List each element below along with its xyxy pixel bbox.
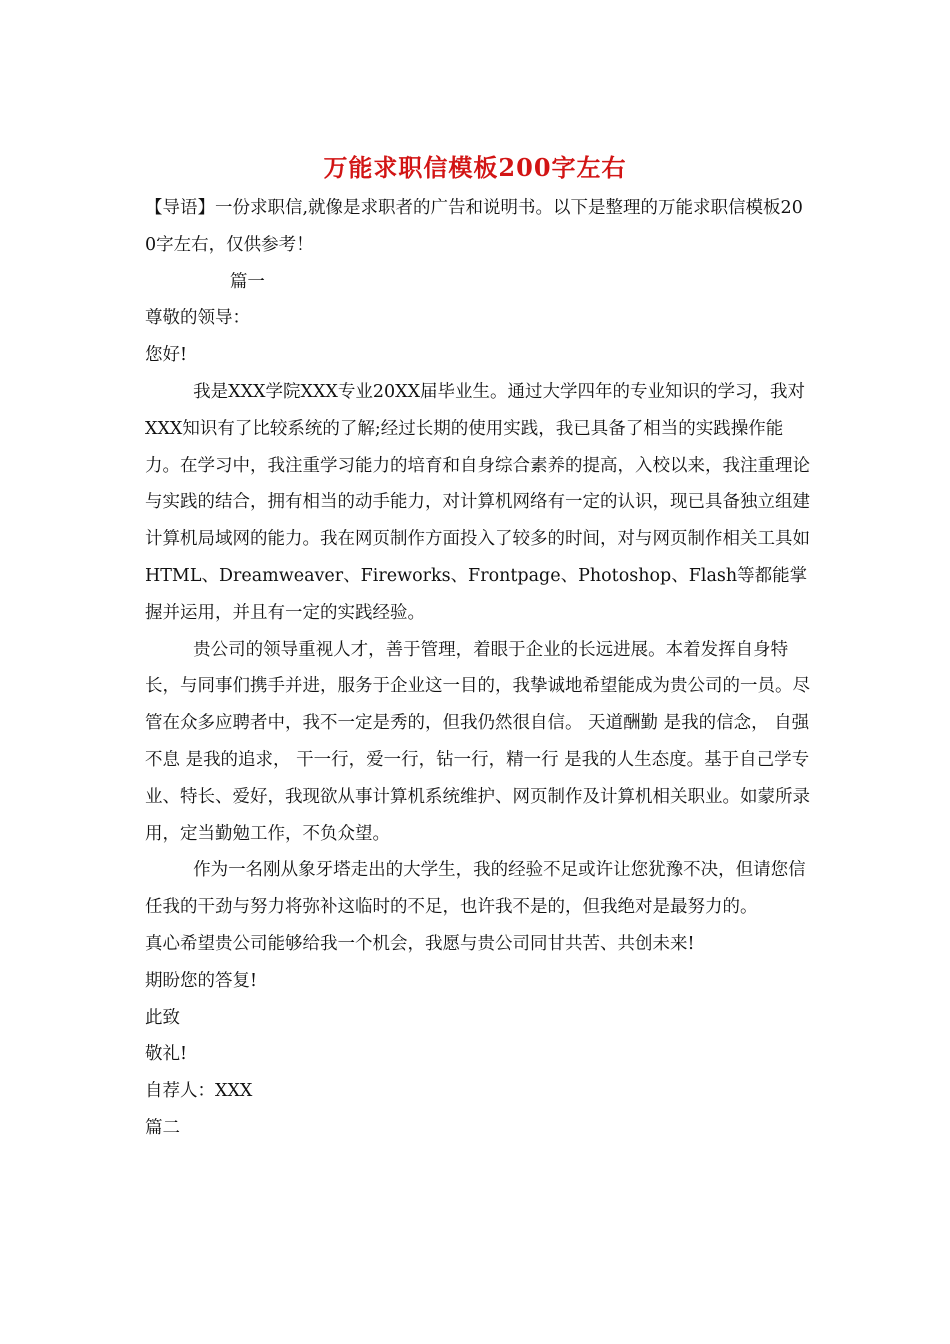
closing-line-2: 此致 xyxy=(145,1007,180,1028)
signature: 自荐人：XXX xyxy=(145,1081,253,1102)
section-heading-1: 篇一 xyxy=(229,271,265,292)
body-paragraph-1: 我是XXX学院XXX专业20XX届毕业生。通过大学四年的专业知识的学习，我对XXX知识有了比较系统的了解;经过长期的使用实践，我已具备了相当的实践操作能力。在学习中，我注重学习能力的培育和自身综合素养的提高，入校以来，我注重理论与实践的结合，拥有相当的动手能力，对计算机网络有一定的认识，现已具备独立组建计算机局域网的能力。我在网页制作方面投入了较多的时间，对与网页制作相关工具如 xyxy=(145,381,810,550)
body-paragraph-4: 真心希望贵公司能够给我一个机会，我愿与贵公司同甘共苦、共创未来! xyxy=(145,933,695,954)
greeting: 您好! xyxy=(145,345,188,366)
salutation: 尊敬的领导： xyxy=(145,308,250,329)
intro-paragraph: 【导语】一份求职信,就像是求职者的广告和说明书。以下是整理的万能求职信模板200字左右，仅供参考！ xyxy=(145,198,803,255)
closing-line-1: 期盼您的答复! xyxy=(145,970,258,991)
closing-line-3: 敬礼! xyxy=(145,1044,188,1065)
body-paragraph-3: 作为一名刚从象牙塔走出的大学生，我的经验不足或许让您犹豫不决，但请您信任我的干劲与努力将弥补这临时的不足，也许我不是的，但我绝对是最努力的。 xyxy=(145,860,806,918)
body-paragraph-1-tools: HTML、Dreamweaver、Fireworks、Frontpage、Photoshop、Flash等都能掌握并运用，并且有一定的实践经验。 xyxy=(145,565,808,623)
section-heading-2: 篇二 xyxy=(145,1117,180,1138)
document-title: 万能求职信模板200字左右 xyxy=(323,153,627,182)
document-body xyxy=(145,190,810,1147)
body-paragraph-2: 贵公司的领导重视人才，善于管理，着眼于企业的长远进展。本着发挥自身特长，与同事们携手并进，服务于企业这一目的，我挚诚地希望能成为贵公司的一员。尽管在众多应聘者中，我不一定是秀的，但我仍然很自信。 天道酬勤 是我的信念， 自强不息 是我的追求， 干一行，爱一行，钻一行，精一行 是我的人生态度。基于自己学专业、特长、爱好，我现欲从事计算机系统维护、网页制作及计算机相关职业。如蒙所录用，定当勤勉工作，不负众望。 xyxy=(145,639,810,844)
